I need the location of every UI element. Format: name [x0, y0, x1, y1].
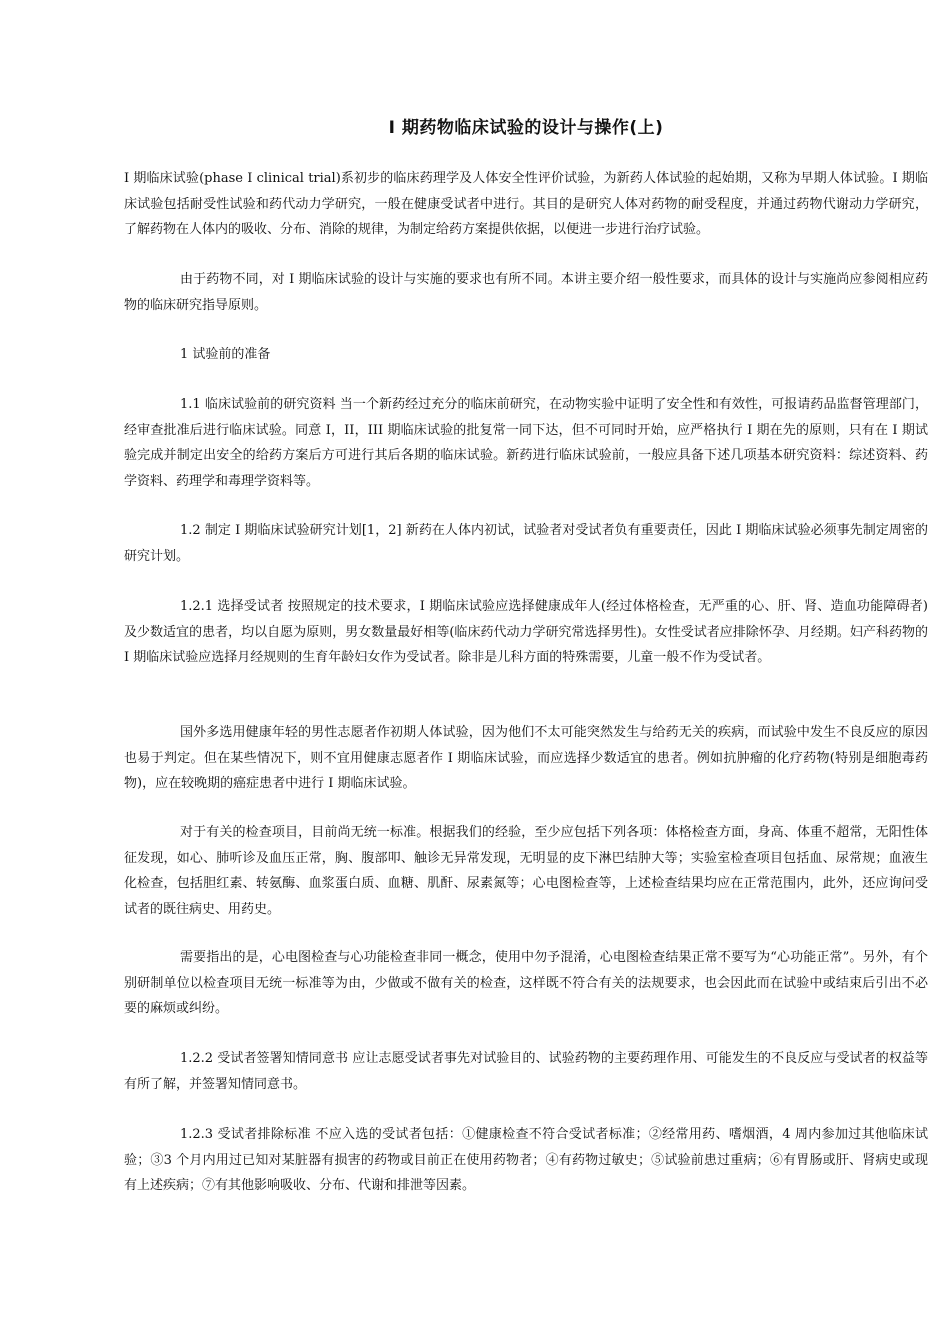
paragraph-informed-consent: 1.2.2 受试者签署知情同意书 应让志愿受试者事先对试验目的、试验药物的主要药理作用、可能发生的不良反应与受试者的权益等有所了解，并签署知情同意书。 — [124, 1051, 928, 1092]
paragraph-select-subjects: 1.2.1 选择受试者 按照规定的技术要求，I 期临床试验应选择健康成年人(经过体格检查，无严重的心、肝、肾、造血功能障碍者)及少数适宜的患者，均以自愿为原则，男女数量最好相等(临床药代动力学研究常选择男性)。女性受试者应排除怀孕、月经期。妇产科药物的 I 期临床试验应选择月经规则的生育年龄妇女作为受试者。除非是儿科方面的特殊需要，儿童一般不作为受试者。 — [124, 599, 928, 665]
paragraph-intro: I 期临床试验(phase I clinical trial)系初步的临床药理学及人体安全性评价试验，为新药人体试验的起始期，又称为早期人体试验。I 期临床试验包括耐受性试验和药代动力学研究，一般在健康受试者中进行。其目的是研究人体对药物的耐受程度，并通过药物代谢动力学研究，了解药物在人体内的吸收、分布、消除的规律，为制定给药方案提供依据，以便进一步进行治疗试验。 — [124, 171, 928, 237]
paragraph-ecg-note: 需要指出的是，心电图检查与心功能检查非同一概念，使用中勿予混淆，心电图检查结果正常不要写为“心功能正常”。另外，有个别研制单位以检查项目无统一标准等为由，少做或不做有关的检查，这样既不符合有关的法规要求，也会因此而在试验中或结束后引出不必要的麻烦或纠纷。 — [124, 950, 928, 1016]
paragraph-exclusion-criteria: 1.2.3 受试者排除标准 不应入选的受试者包括：①健康检查不符合受试者标准；②经常用药、嗜烟酒，4 周内参加过其他临床试验；③3 个月内用过已知对某脏器有损害的药物或目前正在使用药物者；④有药物过敏史；⑤试验前患过重病；⑥有胃肠或肝、肾病史或现有上述疾病；⑦有其他影响吸收、分布、代谢和排泄等因素。 — [124, 1127, 928, 1193]
document-title: I 期药物临床试验的设计与操作(上) — [388, 118, 664, 138]
paragraph-preclinical-data: 1.1 临床试验前的研究资料 当一个新药经过充分的临床前研究，在动物实验中证明了安全性和有效性，可报请药品监督管理部门，经审查批准后进行临床试验。同意 I，II，III 期临床试验的批复常一同下达，但不可同时开始，应严格执行 I 期在先的原则，只有在 I 期试验完成并制定出安全的给药方案后方可进行其后各期的临床试验。新药进行临床试验前，一般应具备下述几项基本研究资料：综述资料、药学资料、药理学和毒理学资料等。 — [124, 397, 928, 489]
section-heading-preparation: 1 试验前的准备 — [180, 347, 271, 362]
paragraph-examination-items: 对于有关的检查项目，目前尚无统一标准。根据我们的经验，至少应包括下列各项：体格检查方面，身高、体重不超常，无阳性体征发现，如心、肺听诊及血压正常，胸、腹部叩、触诊无异常发现，无明显的皮下淋巴结肿大等；实验室检查项目包括血、尿常规；血液生化检查，包括胆红素、转氨酶、血浆蛋白质、血糖、肌酐、尿素氮等；心电图检查等，上述检查结果均应在正常范围内，此外，还应询问受试者的既往病史、用药史。 — [124, 825, 928, 917]
paragraph-healthy-volunteers: 国外多选用健康年轻的男性志愿者作初期人体试验，因为他们不太可能突然发生与给药无关的疾病，而试验中发生不良反应的原因也易于判定。但在某些情况下，则不宜用健康志愿者作 I 期临床试验，而应选择少数适宜的患者。例如抗肿瘤的化疗药物(特别是细胞毒药物)，应在较晚期的癌症患者中进行 I 期临床试验。 — [124, 725, 928, 791]
paragraph-study-plan: 1.2 制定 I 期临床试验研究计划[1，2] 新药在人体内初试，试验者对受试者负有重要责任，因此 I 期临床试验必须事先制定周密的研究计划。 — [124, 523, 928, 564]
paragraph-scope: 由于药物不同，对 I 期临床试验的设计与实施的要求也有所不同。本讲主要介绍一般性要求，而具体的设计与实施尚应参阅相应药物的临床研究指导原则。 — [124, 272, 928, 313]
